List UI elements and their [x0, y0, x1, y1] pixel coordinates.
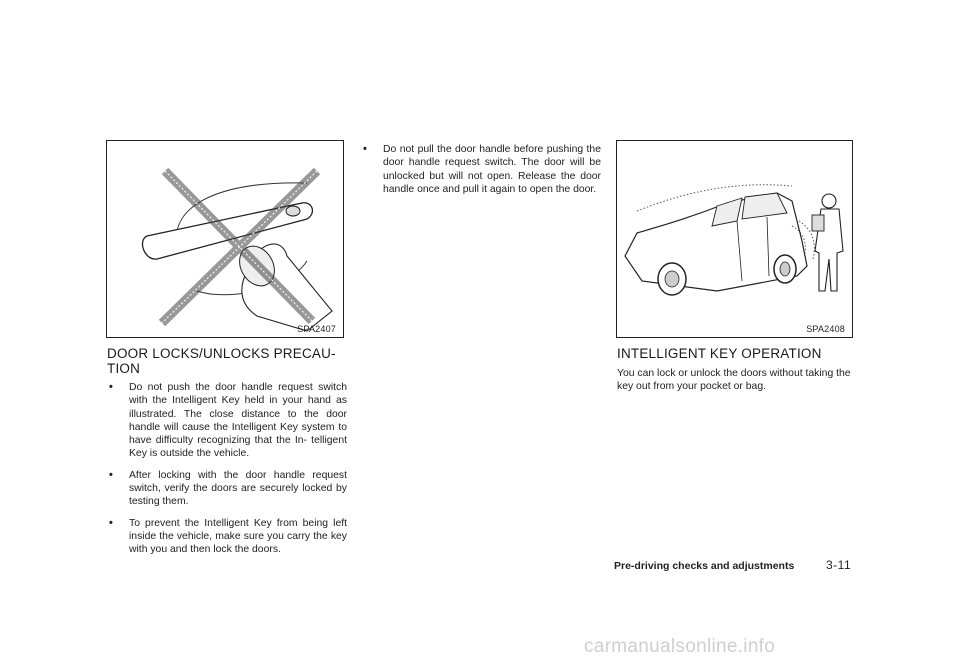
bullet-icon: • [109, 381, 113, 393]
precautions-list-continued [361, 143, 601, 204]
intelligent-key-car-illustration [617, 141, 852, 337]
list-item: • Do not pull the door handle before pushing the door handle request switch. The door will be unlocked but will not open. Release the door handle once and pull it again to open the door. [363, 143, 601, 195]
precautions-heading-line2: TION [107, 361, 141, 376]
door-handle-figure [106, 140, 344, 338]
list-item: • To prevent the Intelligent Key from being left inside the vehicle, make sure you carry the key with you and then lock the doors. [109, 516, 347, 556]
figure-id-right: SPA2408 [806, 324, 845, 334]
list-item: • After locking with the door handle request switch, verify the doors are securely locked by testing them. [109, 468, 347, 508]
precautions-heading [107, 346, 347, 376]
bullet-icon: • [363, 143, 367, 155]
page-number: 3-11 [826, 558, 852, 572]
intelligent-key-figure [616, 140, 853, 338]
bullet-icon: • [109, 516, 113, 529]
list-item: • Do not push the door handle request switch with the Intelligent Key held in your hand as illustrated. The close distance to the door handle will cause the Intelligent Key system to have difficulty recognizing that the In- telligent Key is outside the vehicle. [109, 381, 347, 460]
bullet-icon: • [109, 468, 113, 481]
footer-section-title: Pre-driving checks and adjustments [614, 560, 795, 572]
precautions-heading-line1: DOOR LOCKS/UNLOCKS PRECAU- [107, 346, 336, 361]
figure-id-left: SPA2407 [297, 324, 336, 334]
operation-heading: INTELLIGENT KEY OPERATION [617, 346, 822, 361]
precautions-list [107, 381, 347, 565]
watermark: carmanualsonline.info [584, 636, 776, 657]
door-handle-prohibited-illustration [107, 141, 343, 337]
operation-body: You can lock or unlock the doors without taking the key out from your pocket or bag. [617, 368, 851, 393]
